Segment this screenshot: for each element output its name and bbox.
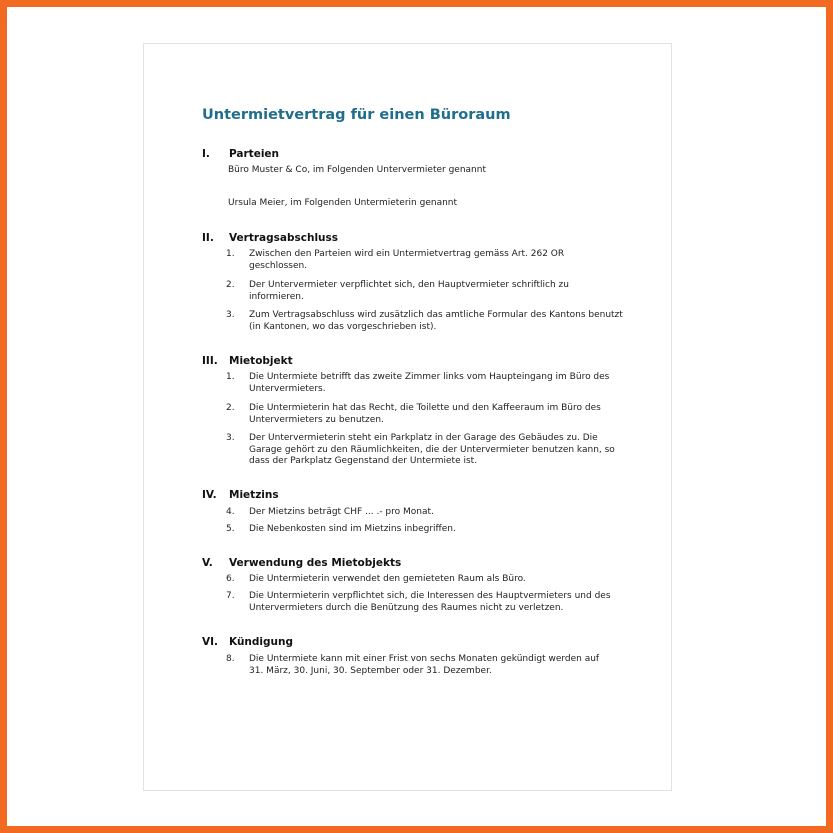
section-number: III. xyxy=(202,355,218,367)
party-tenant: Ursula Meier, im Folgenden Untermieterin genannt xyxy=(228,198,458,208)
section-heading-verwendung xyxy=(202,557,401,569)
section-title: Mietzins xyxy=(229,489,279,501)
clause-number: 1. xyxy=(226,372,235,382)
clause-number: 5. xyxy=(226,524,235,534)
section-number: VI. xyxy=(202,636,219,648)
section-title: Verwendung des Mietobjekts xyxy=(229,557,402,569)
clause-number: 4. xyxy=(226,507,235,517)
clause-item xyxy=(226,372,646,395)
clause-item xyxy=(226,574,646,586)
clause-text: Der Untervermieterin steht ein Parkplatz in der Garage des Gebäudes zu. Die Garage gehört zu den Räumlichkeiten, die der Untervermieter benutzen kann, so dass der Parkplatz Gegenstand der Untermiete ist. xyxy=(249,433,615,466)
document-title: Untermietvertrag für einen Büroraum xyxy=(202,107,511,123)
clause-text: Der Mietzins beträgt CHF ... .- pro Monat. xyxy=(249,507,434,517)
section-number: I. xyxy=(202,148,210,160)
clause-number: 8. xyxy=(226,654,235,664)
clause-number: 2. xyxy=(226,280,235,290)
clause-item xyxy=(226,433,646,468)
clause-item xyxy=(226,591,646,614)
section-heading-mietzins xyxy=(202,489,279,501)
clause-item xyxy=(226,654,646,677)
clause-item xyxy=(226,249,646,272)
section-heading-kuendigung xyxy=(202,636,293,648)
clause-item xyxy=(226,507,646,519)
section-heading-vertragsabschluss xyxy=(202,232,338,244)
clause-text: Die Untermiete betrifft das zweite Zimmer links vom Haupteingang im Büro des Untervermieters. xyxy=(249,372,610,394)
clause-text: Die Untermiete kann mit einer Frist von sechs Monaten gekündigt werden auf 31. März, 30. Juni, 30. September oder 31. Dezember. xyxy=(249,654,600,676)
clause-text: Die Nebenkosten sind im Mietzins inbegriffen. xyxy=(249,524,456,534)
clause-item xyxy=(226,524,646,536)
section-title: Kündigung xyxy=(229,636,293,648)
section-title: Mietobjekt xyxy=(229,355,293,367)
clause-number: 3. xyxy=(226,433,235,443)
section-heading-mietobjekt xyxy=(202,355,293,367)
party-landlord: Büro Muster & Co, im Folgenden Untervermieter genannt xyxy=(228,165,486,175)
section-heading-parteien xyxy=(202,148,279,160)
clause-item xyxy=(226,280,646,303)
clause-number: 6. xyxy=(226,574,235,584)
section-title: Parteien xyxy=(229,148,280,160)
clause-text: Die Untermieterin verpflichtet sich, die Interessen des Hauptvermieters und des Untervermieters durch die Benützung des Raumes nicht zu verletzen. xyxy=(249,591,611,613)
clause-number: 3. xyxy=(226,310,235,320)
clause-text: Die Untermieterin hat das Recht, die Toilette und den Kaffeeraum im Büro des Untervermieters zu benutzen. xyxy=(249,403,601,425)
clause-number: 2. xyxy=(226,403,235,413)
clause-text: Zum Vertragsabschluss wird zusätzlich das amtliche Formular des Kantons benutzt (in Kantonen, wo das vorgeschrieben ist). xyxy=(249,310,623,332)
section-title: Vertragsabschluss xyxy=(229,232,339,244)
clause-text: Zwischen den Parteien wird ein Untermietvertrag gemäss Art. 262 OR geschlossen. xyxy=(249,249,565,271)
clause-item xyxy=(226,310,646,333)
section-number: V. xyxy=(202,557,213,569)
clause-item xyxy=(226,403,646,426)
clause-text: Der Untervermieter verpflichtet sich, den Hauptvermieter schriftlich zu informieren. xyxy=(249,280,569,302)
clause-text: Die Untermieterin verwendet den gemieteten Raum als Büro. xyxy=(249,574,526,584)
section-number: II. xyxy=(202,232,214,244)
clause-number: 1. xyxy=(226,249,235,259)
section-number: IV. xyxy=(202,489,217,501)
clause-number: 7. xyxy=(226,591,235,601)
